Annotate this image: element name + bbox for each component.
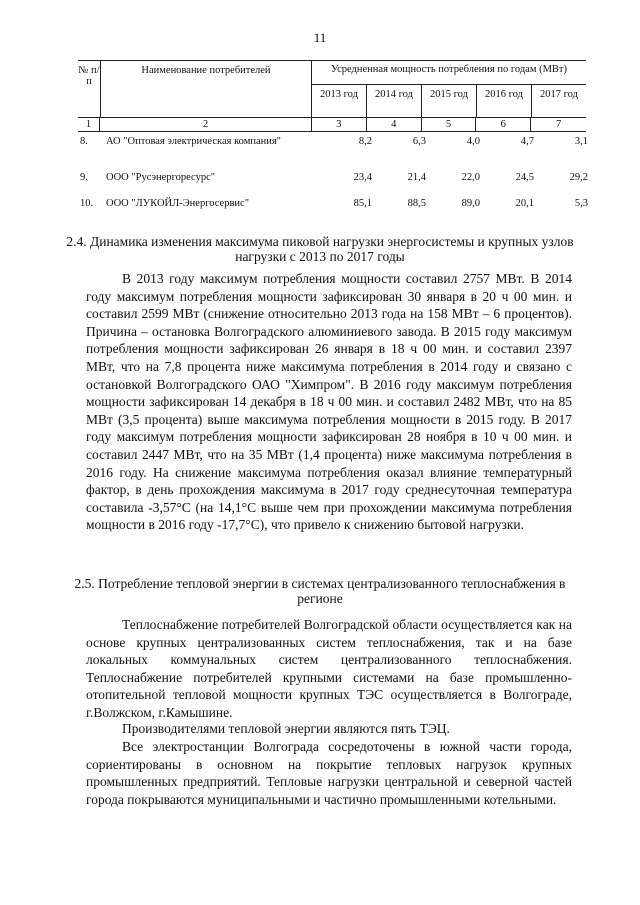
page-number: 11 bbox=[313, 30, 327, 45]
year-header: 2016 год bbox=[477, 85, 532, 117]
year-header: 2017 год bbox=[540, 89, 578, 100]
value-cell: 85,1 bbox=[353, 198, 372, 209]
column-index: 6 bbox=[476, 118, 531, 131]
value-cell: 23,4 bbox=[353, 172, 372, 183]
section-2-5-title: 2.5. Потребление тепловой энергии в системах централизованного теплоснабжения в регионе bbox=[74, 576, 566, 606]
section-2-4-title: 2.4. Динамика изменения максимума пиковой нагрузки энергосистемы и крупных узлов нагрузки с 2013 по 2017 годы bbox=[66, 234, 574, 264]
section-2-4-paragraph: В 2013 году максимум потребления мощности составил 2757 МВт. В 2014 году максимум потребления мощности зафиксирован 30 января в 20 ч 00 мин. и составил 2599 МВт (снижение относительно 2013 года на 158 МВт – 6 процентов). Причина – остановка Волгоградского алюминиевого завода. В 2015 году максимум потребления мощности зафиксирован 26 января в 18 ч 00 мин. и составил 2397 МВт, что на 7,8 процента ниже максимума потребления в 2014 году и связано с остановкой Волгоградского ОАО "Химпром". В 2016 году максимум потребления мощности зафиксирован 14 декабря в 18 ч 00 мин. и составил 2482 МВт, что на 85 МВт (3,5 процента) выше максимума потребления мощности в 2015 году. В 2017 году максимум потребления мощности зафиксирован 28 ноября в 10 ч 00 мин. и составил 2447 МВт, что на 35 МВт (1,4 процента) ниже максимума потребления в 2016 году. На снижение максимума потребления оказал влияние температурный фактор, в день прохождения максимума в 2017 году среднесуточная температура составила -3,57°С (на 14,1°С выше чем при прохождении максимума потребления мощности в 2016 году -17,7°С), что привело к снижению бытовой нагрузки. bbox=[86, 271, 572, 533]
value-cell: 22,0 bbox=[461, 172, 480, 183]
column-index: 4 bbox=[367, 118, 422, 131]
table-row bbox=[78, 132, 586, 168]
value-cell: 5,3 bbox=[574, 198, 588, 209]
row-number: 10. bbox=[80, 198, 94, 209]
column-index: 7 bbox=[555, 119, 562, 130]
consumer-name: ООО "Русэнергоресурс" bbox=[106, 172, 216, 183]
row-number: 9. bbox=[80, 172, 88, 183]
column-index-row bbox=[78, 117, 586, 131]
section-2-5-paragraph-1: Теплоснабжение потребителей Волгоградской области осуществляется как на основе крупных централизованных систем теплоснабжения, так и на базе локальных коммунальных систем централизованного теплоснабжения. Теплоснабжение потребителей крупными системами на базе промышленно-отопительной тепловой мощности крупных ТЭС осуществляется в Волгограде, г.Волжском, г.Камышине. bbox=[86, 617, 572, 720]
row-number: 8. bbox=[80, 136, 88, 147]
consumption-table bbox=[78, 60, 586, 220]
value-cell: 4,0 bbox=[466, 136, 480, 147]
value-cell: 8,2 bbox=[358, 136, 372, 147]
column-index: 1 bbox=[78, 118, 100, 131]
value-cell: 89,0 bbox=[461, 198, 480, 209]
section-2-5-paragraph-3: Все электростанции Волгограда сосредоточены в южной части города, сориентированы в основном на покрытие тепловых нагрузок крупных промышленных предприятий. Тепловые нагрузки центральной и северной частей города покрываются муниципальными и частично промышленными котельными. bbox=[86, 739, 572, 807]
consumer-name: АО "Оптовая электрическая компания" bbox=[106, 136, 281, 147]
year-header: 2014 год bbox=[367, 85, 422, 117]
value-cell: 3,1 bbox=[574, 136, 588, 147]
header-average-power: Усредненная мощность потребления по годам (МВт) bbox=[312, 61, 586, 85]
header-years bbox=[312, 85, 586, 117]
value-cell: 20,1 bbox=[515, 198, 534, 209]
table-header bbox=[78, 60, 586, 132]
value-cell: 88,5 bbox=[407, 198, 426, 209]
value-cell: 4,7 bbox=[520, 136, 534, 147]
value-cell: 24,5 bbox=[515, 172, 534, 183]
consumer-name: ООО "ЛУКОЙЛ-Энергосервис" bbox=[106, 198, 249, 209]
header-number: № п/п bbox=[78, 65, 100, 87]
value-cell: 6,3 bbox=[412, 136, 426, 147]
column-index: 5 bbox=[422, 118, 477, 131]
value-cell: 29,2 bbox=[569, 172, 588, 183]
section-2-5-paragraph-2: Производителями тепловой энергии являются пять ТЭЦ. bbox=[122, 721, 450, 736]
year-header: 2015 год bbox=[422, 85, 477, 117]
value-cell: 21,4 bbox=[407, 172, 426, 183]
table-row bbox=[78, 168, 586, 194]
column-index: 3 bbox=[312, 118, 367, 131]
header-consumer-name: Наименование потребителей bbox=[100, 61, 312, 117]
table-row bbox=[78, 194, 586, 220]
column-index: 2 bbox=[100, 118, 312, 131]
year-header: 2013 год bbox=[312, 85, 367, 117]
